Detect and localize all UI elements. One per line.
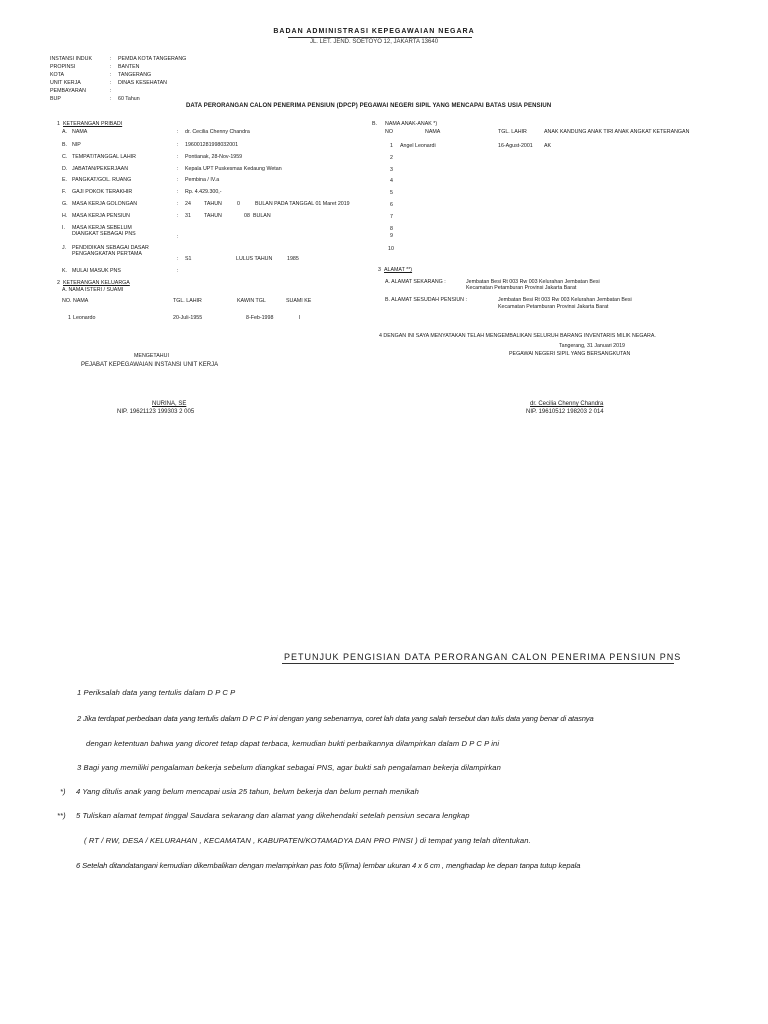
graduation-year: 1985 <box>287 256 299 262</box>
row-sep: : <box>177 256 179 262</box>
row-value: Rp. 4.429.300,- <box>185 189 222 195</box>
row-sep: : <box>177 177 179 183</box>
row-number: 1 <box>390 143 393 149</box>
table-cell: 1 <box>68 315 71 321</box>
header-address: JL. LET. JEND. SOETOYO 12, JAKARTA 13640 <box>309 39 439 45</box>
row-label: PANGKAT/GOL. RUANG <box>72 177 132 183</box>
col-header: KAWIN TGL <box>237 298 266 304</box>
col-header: ANAK KANDUNG ANAK TIRI ANAK ANGKAT KETERANGAN <box>544 129 690 135</box>
instruction-mark: *) <box>60 787 66 796</box>
col-header: NO. <box>62 298 72 304</box>
info-label: KOTA <box>50 72 65 78</box>
row-key: K. <box>62 268 68 274</box>
sign-left-name: NURINA, SE <box>152 401 187 407</box>
row-value: Pembina / IV.a <box>185 177 220 183</box>
table-cell: 20-Juli-1955 <box>173 315 203 321</box>
row-key: B. <box>62 142 68 148</box>
row-key: D. <box>62 166 68 172</box>
instruction-item: ( RT / RW, DESA / KELURAHAN , KECAMATAN , KABUPATEN/KOTAMADYA DAN PRO PINSI ) di tempat yang telah ditentukan. <box>84 836 531 845</box>
row-key: I. <box>62 225 65 231</box>
agency-name: BADAN ADMINISTRASI KEPEGAWAIAN NEGARA <box>273 28 475 35</box>
instruction-item: dengan ketentuan bahwa yang dicoret tetap dapat terbaca, kemudian bukti perbaikannya dilampirkan dalam D P C P ini <box>86 739 500 748</box>
info-label: UNIT KERJA <box>50 80 81 86</box>
row-label: MASA KERJA PENSIUN <box>72 213 130 219</box>
declaration-text: 4 DENGAN INI SAYA MENYATAKAN TELAH MENGEMBALIKAN SELURUH BARANG INVENTARIS MILIK NEGARA. <box>379 333 656 339</box>
section-number: 3 <box>378 267 381 273</box>
row-label: DIANGKAT SEBAGAI PNS <box>72 231 136 237</box>
info-value: TANGERANG <box>118 72 152 78</box>
row-number: 2 <box>390 155 393 161</box>
section-title: ALAMAT **) <box>384 267 413 273</box>
row-sep: : <box>177 189 179 195</box>
table-cell: Leonardo <box>73 315 96 321</box>
row-sep: : <box>177 142 179 148</box>
row-number: 9 <box>390 233 393 239</box>
sign-left-acknowledge: MENGETAHUI <box>134 353 169 359</box>
child-status: AK <box>544 143 552 149</box>
row-sep: : <box>177 268 179 274</box>
row-value: dr. Cecilia Chenny Chandra <box>185 129 250 135</box>
months-value: 0 <box>237 201 240 207</box>
info-label: PROPINSI <box>50 64 76 70</box>
row-label: TEMPAT/TANGGAL LAHIR <box>72 154 136 160</box>
child-birthdate: 16-Agust-2001 <box>498 143 533 149</box>
section-title: KETERANGAN PRIBADI <box>63 121 123 127</box>
instruction-item: 1 Periksalah data yang tertulis dalam D P C P <box>77 688 236 697</box>
document-title: DATA PERORANGAN CALON PENERIMA PENSIUN (DPCP) PEGAWAI NEGERI SIPIL YANG MENCAPAI BATAS USIA PENSIUN <box>186 103 552 109</box>
info-value: BANTEN <box>118 64 140 70</box>
months-text: BULAN <box>253 213 271 219</box>
row-number: 7 <box>390 214 393 220</box>
row-number: 10 <box>388 246 394 252</box>
sign-left-nip: NIP. 19621123 199303 2 005 <box>117 409 195 415</box>
header-address-wrap <box>0 38 768 46</box>
row-value: 196001281998032001 <box>185 142 239 148</box>
row-label: JABATAN/PEKERJAAN <box>72 166 129 172</box>
instruction-item: 2 Jika terdapat perbedaan data yang tertulis dalam D P C P ini dengan yang sebenarnya, coret lah data yang salah tersebut dan tulis data yang benar di atasnya <box>77 714 594 723</box>
row-sep: : <box>177 201 179 207</box>
row-key: F. <box>62 189 67 195</box>
row-label: PENGANGKATAN PERTAMA <box>72 251 142 257</box>
row-key: E. <box>62 177 68 183</box>
current-address-line2: Kecamatan Petamburan Provinsi Jakarta Barat <box>466 285 577 291</box>
months-value: 08 <box>244 213 250 219</box>
row-label: MULAI MASUK PNS <box>72 268 121 274</box>
instruction-item: 6 Setelah ditandatangani kemudian dikembalikan dengan melampirkan pas foto 5(lima) lembar ukuran 4 x 6 cm , menghadap ke depan tanpa tutup kepala <box>76 861 581 870</box>
info-sep: : <box>110 56 112 62</box>
row-key: A. <box>62 129 68 135</box>
row-sep: : <box>177 129 179 135</box>
agency-title <box>0 28 768 35</box>
spouse-subtitle: A. NAMA ISTERI / SUAMI <box>62 287 124 293</box>
info-value: DINAS KESEHATAN <box>118 80 167 86</box>
section-number: 2 <box>57 280 60 286</box>
row-sep: : <box>177 154 179 160</box>
col-header: NAMA <box>73 298 89 304</box>
sign-date: Tangerang, 31 Januari 2019 <box>559 343 625 349</box>
info-sep: : <box>110 72 112 78</box>
row-number: 3 <box>390 167 393 173</box>
instruction-item: 5 Tuliskan alamat tempat tinggal Saudara sekarang dan alamat yang dikehendaki setelah pensiun secara lengkap <box>76 811 470 820</box>
section-title: NAMA ANAK-ANAK *) <box>385 121 438 127</box>
row-key: G. <box>62 201 68 207</box>
education-value: S1 <box>185 256 192 262</box>
retire-address-line1: Jembatan Besi Rt 003 Rw 003 Kelurahan Jembatan Besi <box>498 297 632 303</box>
info-value: PEMDA KOTA TANGERANG <box>118 56 187 62</box>
section-title: KETERANGAN KELUARGA <box>63 280 130 286</box>
info-label: PEMBAYARAN <box>50 88 87 94</box>
instruction-item: 3 Bagi yang memiliki pengalaman bekerja sebelum diangkat sebagai PNS, agar bukti sah pengalaman bekerja dilampirkan <box>77 763 501 772</box>
years-value: 24 <box>185 201 191 207</box>
section-key: B. <box>372 121 378 127</box>
months-text: BULAN PADA TANGGAL 01 Maret 2019 <box>255 201 350 207</box>
table-cell: I <box>299 315 301 321</box>
sign-right-name: dr. Cecilia Chenny Chandra <box>530 401 604 407</box>
row-value: Pontianak, 28-Nov-1959 <box>185 154 243 160</box>
instructions-title-rule <box>282 663 674 664</box>
info-sep: : <box>110 88 112 94</box>
col-header: TGL. LAHIR <box>173 298 202 304</box>
instruction-item: 4 Yang ditulis anak yang belum mencapai usia 25 tahun, belum bekerja dan belum pernah menikah <box>76 787 419 796</box>
row-sep: : <box>177 234 179 240</box>
sign-left-role: PEJABAT KEPEGAWAIAN INSTANSI UNIT KERJA <box>81 362 219 368</box>
info-value: 60 Tahun <box>118 96 140 102</box>
col-header: NAMA <box>425 129 441 135</box>
row-label: MASA KERJA SEBELUM <box>72 225 132 231</box>
row-sep: : <box>177 166 179 172</box>
col-header: NO <box>385 129 393 135</box>
current-address-label: A. ALAMAT SEKARANG : <box>385 279 446 285</box>
row-label: GAJI POKOK TERAKHIR <box>72 189 133 195</box>
row-number: 6 <box>390 202 393 208</box>
row-number: 5 <box>390 190 393 196</box>
retire-address-line2: Kecamatan Petamburan Provinsi Jakarta Barat <box>498 304 609 310</box>
info-label: BUP <box>50 96 61 102</box>
info-sep: : <box>110 96 112 102</box>
section-number: 1 <box>57 121 60 127</box>
table-cell: 8-Feb-1998 <box>246 315 274 321</box>
retire-address-label: B. ALAMAT SESUDAH PENSIUN : <box>385 297 467 303</box>
row-label: NAMA <box>72 129 88 135</box>
instructions-title: PETUNJUK PENGISIAN DATA PERORANGAN CALON PENERIMA PENSIUN PNS <box>284 652 682 662</box>
instruction-mark: **) <box>57 811 66 820</box>
row-label: PENDIDIKAN SEBAGAI DASAR <box>72 245 149 251</box>
years-unit: TAHUN <box>204 201 222 207</box>
years-value: 31 <box>185 213 191 219</box>
row-sep: : <box>177 213 179 219</box>
row-number: 4 <box>390 178 393 184</box>
col-header: TGL. LAHIR <box>498 129 527 135</box>
child-name: Angel Leonardi <box>400 143 436 149</box>
graduation-label: LULUS TAHUN <box>236 256 273 262</box>
sign-right-role: PEGAWAI NEGERI SIPIL YANG BERSANGKUTAN <box>509 351 631 357</box>
row-key: H. <box>62 213 68 219</box>
sign-right-nip: NIP. 19610512 198203 2 014 <box>526 409 604 415</box>
row-number: 8 <box>390 226 393 232</box>
years-unit: TAHUN <box>204 213 222 219</box>
info-sep: : <box>110 64 112 70</box>
row-label: MASA KERJA GOLONGAN <box>72 201 138 207</box>
info-sep: : <box>110 80 112 86</box>
info-label: INSTANSI INDUK <box>50 56 92 62</box>
row-label: NIP <box>72 142 81 148</box>
col-header: SUAMI KE <box>286 298 312 304</box>
row-key: J. <box>62 245 67 251</box>
current-address-line1: Jembatan Besi Rt 003 Rw 003 Kelurahan Jembatan Besi <box>466 279 600 285</box>
row-key: C. <box>62 154 68 160</box>
row-value: Kepala UPT Puskesmas Kedaung Wetan <box>185 166 282 172</box>
